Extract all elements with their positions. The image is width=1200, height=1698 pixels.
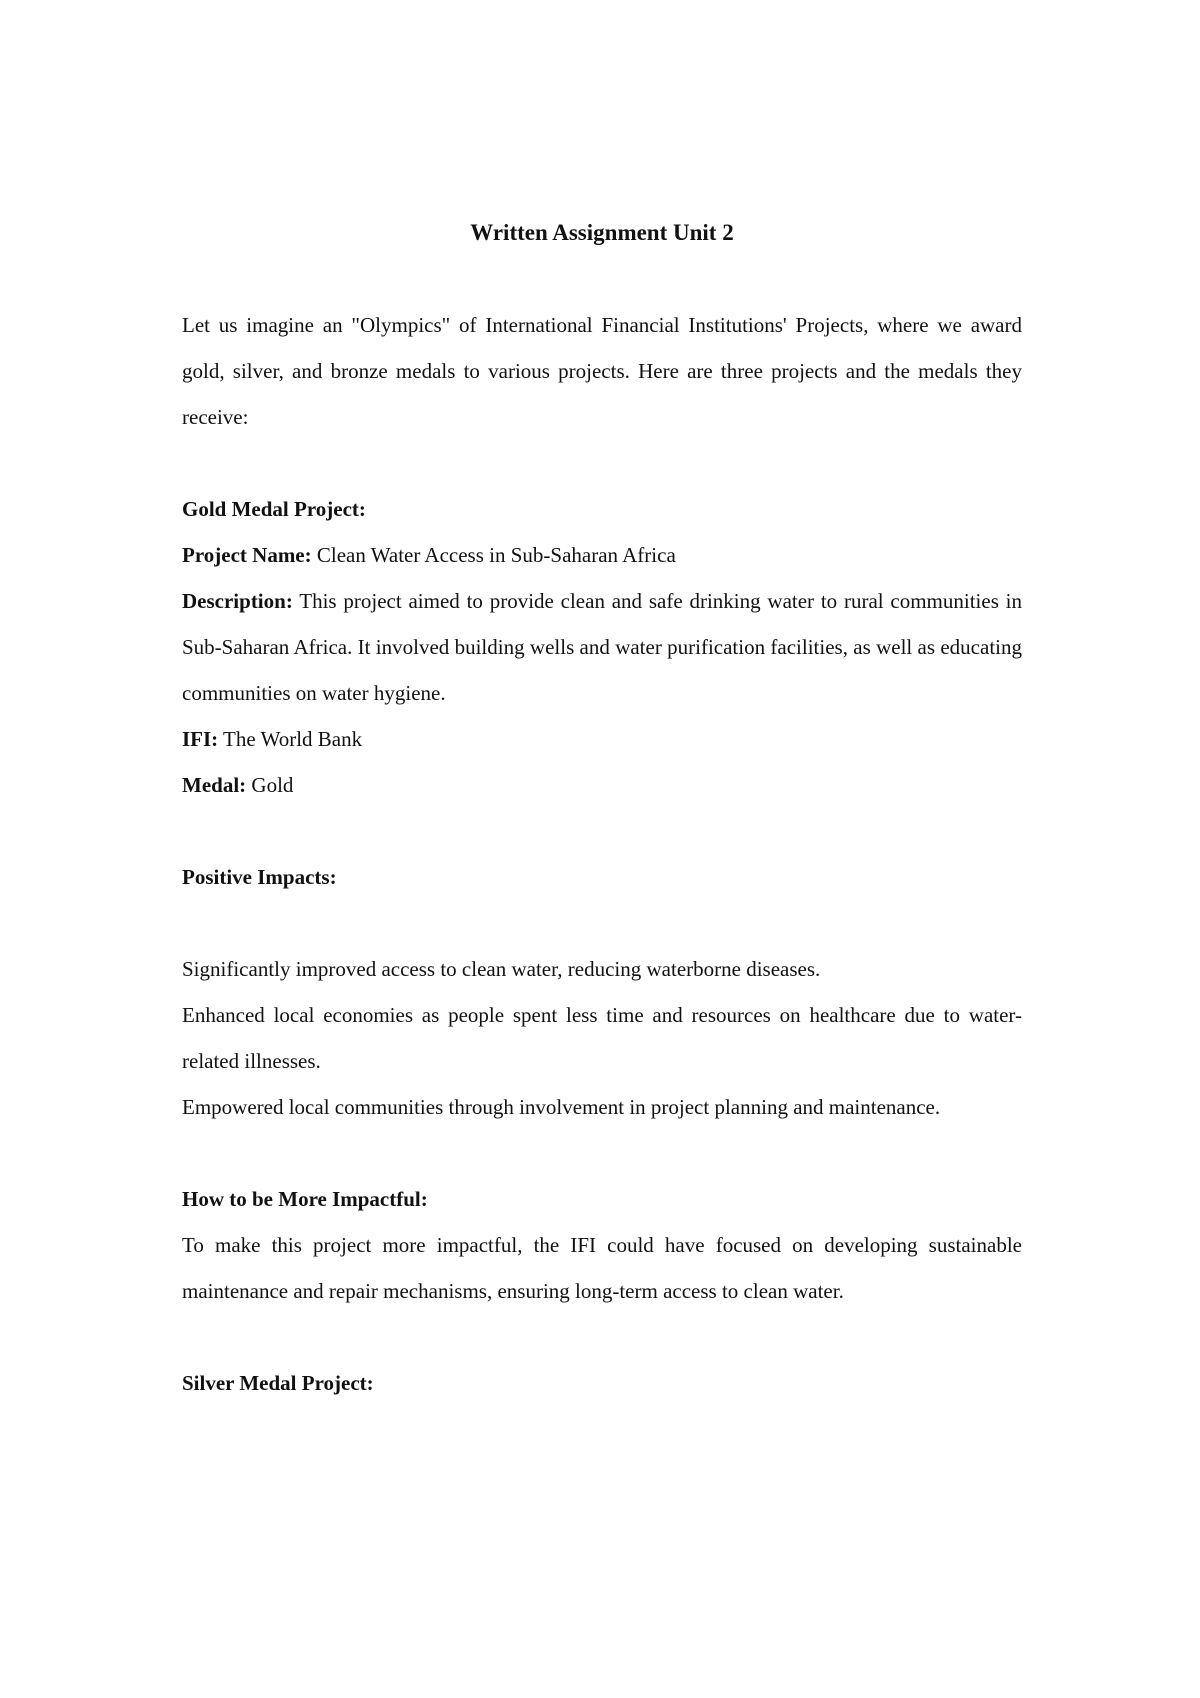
spacer bbox=[182, 1130, 1022, 1176]
spacer bbox=[182, 1314, 1022, 1360]
ifi-line bbox=[182, 716, 1022, 762]
positive-impacts-heading: Positive Impacts: bbox=[182, 865, 337, 889]
description-label: Description: bbox=[182, 589, 293, 613]
intro-paragraph: Let us imagine an "Olympics" of International Financial Institutions' Projects, where we award gold, silver, and bronze medals to various projects. Here are three projects and the medals they receive: bbox=[182, 313, 1022, 429]
impact-item: Empowered local communities through involvement in project planning and maintenance. bbox=[182, 1095, 941, 1119]
project-name-value: Clean Water Access in Sub-Saharan Africa bbox=[316, 543, 676, 567]
silver-medal-heading: Silver Medal Project: bbox=[182, 1371, 374, 1395]
medal-label: Medal: bbox=[182, 773, 247, 797]
impactful-heading: How to be More Impactful: bbox=[182, 1187, 428, 1211]
impactful-paragraph: To make this project more impactful, the IFI could have focused on developing sustainable maintenance and repair mechanisms, ensuring long-term access to clean water. bbox=[182, 1233, 1022, 1303]
spacer bbox=[182, 808, 1022, 854]
project-name-line bbox=[182, 532, 1022, 578]
spacer bbox=[182, 900, 1022, 946]
description-line bbox=[182, 578, 1022, 716]
project-name-label: Project Name: bbox=[182, 543, 312, 567]
medal-value: Gold bbox=[251, 773, 294, 797]
medal-line bbox=[182, 762, 1022, 808]
impact-item: Enhanced local economies as people spent less time and resources on healthcare due to water-related illnesses. bbox=[182, 1003, 1022, 1073]
ifi-value: The World Bank bbox=[223, 727, 363, 751]
page-title: Written Assignment Unit 2 bbox=[470, 220, 734, 245]
document-body bbox=[182, 210, 1022, 1406]
spacer bbox=[182, 440, 1022, 486]
ifi-label: IFI: bbox=[182, 727, 219, 751]
gold-medal-heading: Gold Medal Project: bbox=[182, 497, 366, 521]
impact-item: Significantly improved access to clean water, reducing waterborne diseases. bbox=[182, 957, 821, 981]
description-value: This project aimed to provide clean and safe drinking water to rural communities in Sub-Saharan Africa. It involved building wells and water purification facilities, as well as educating communities on water hygiene. bbox=[182, 589, 1023, 705]
